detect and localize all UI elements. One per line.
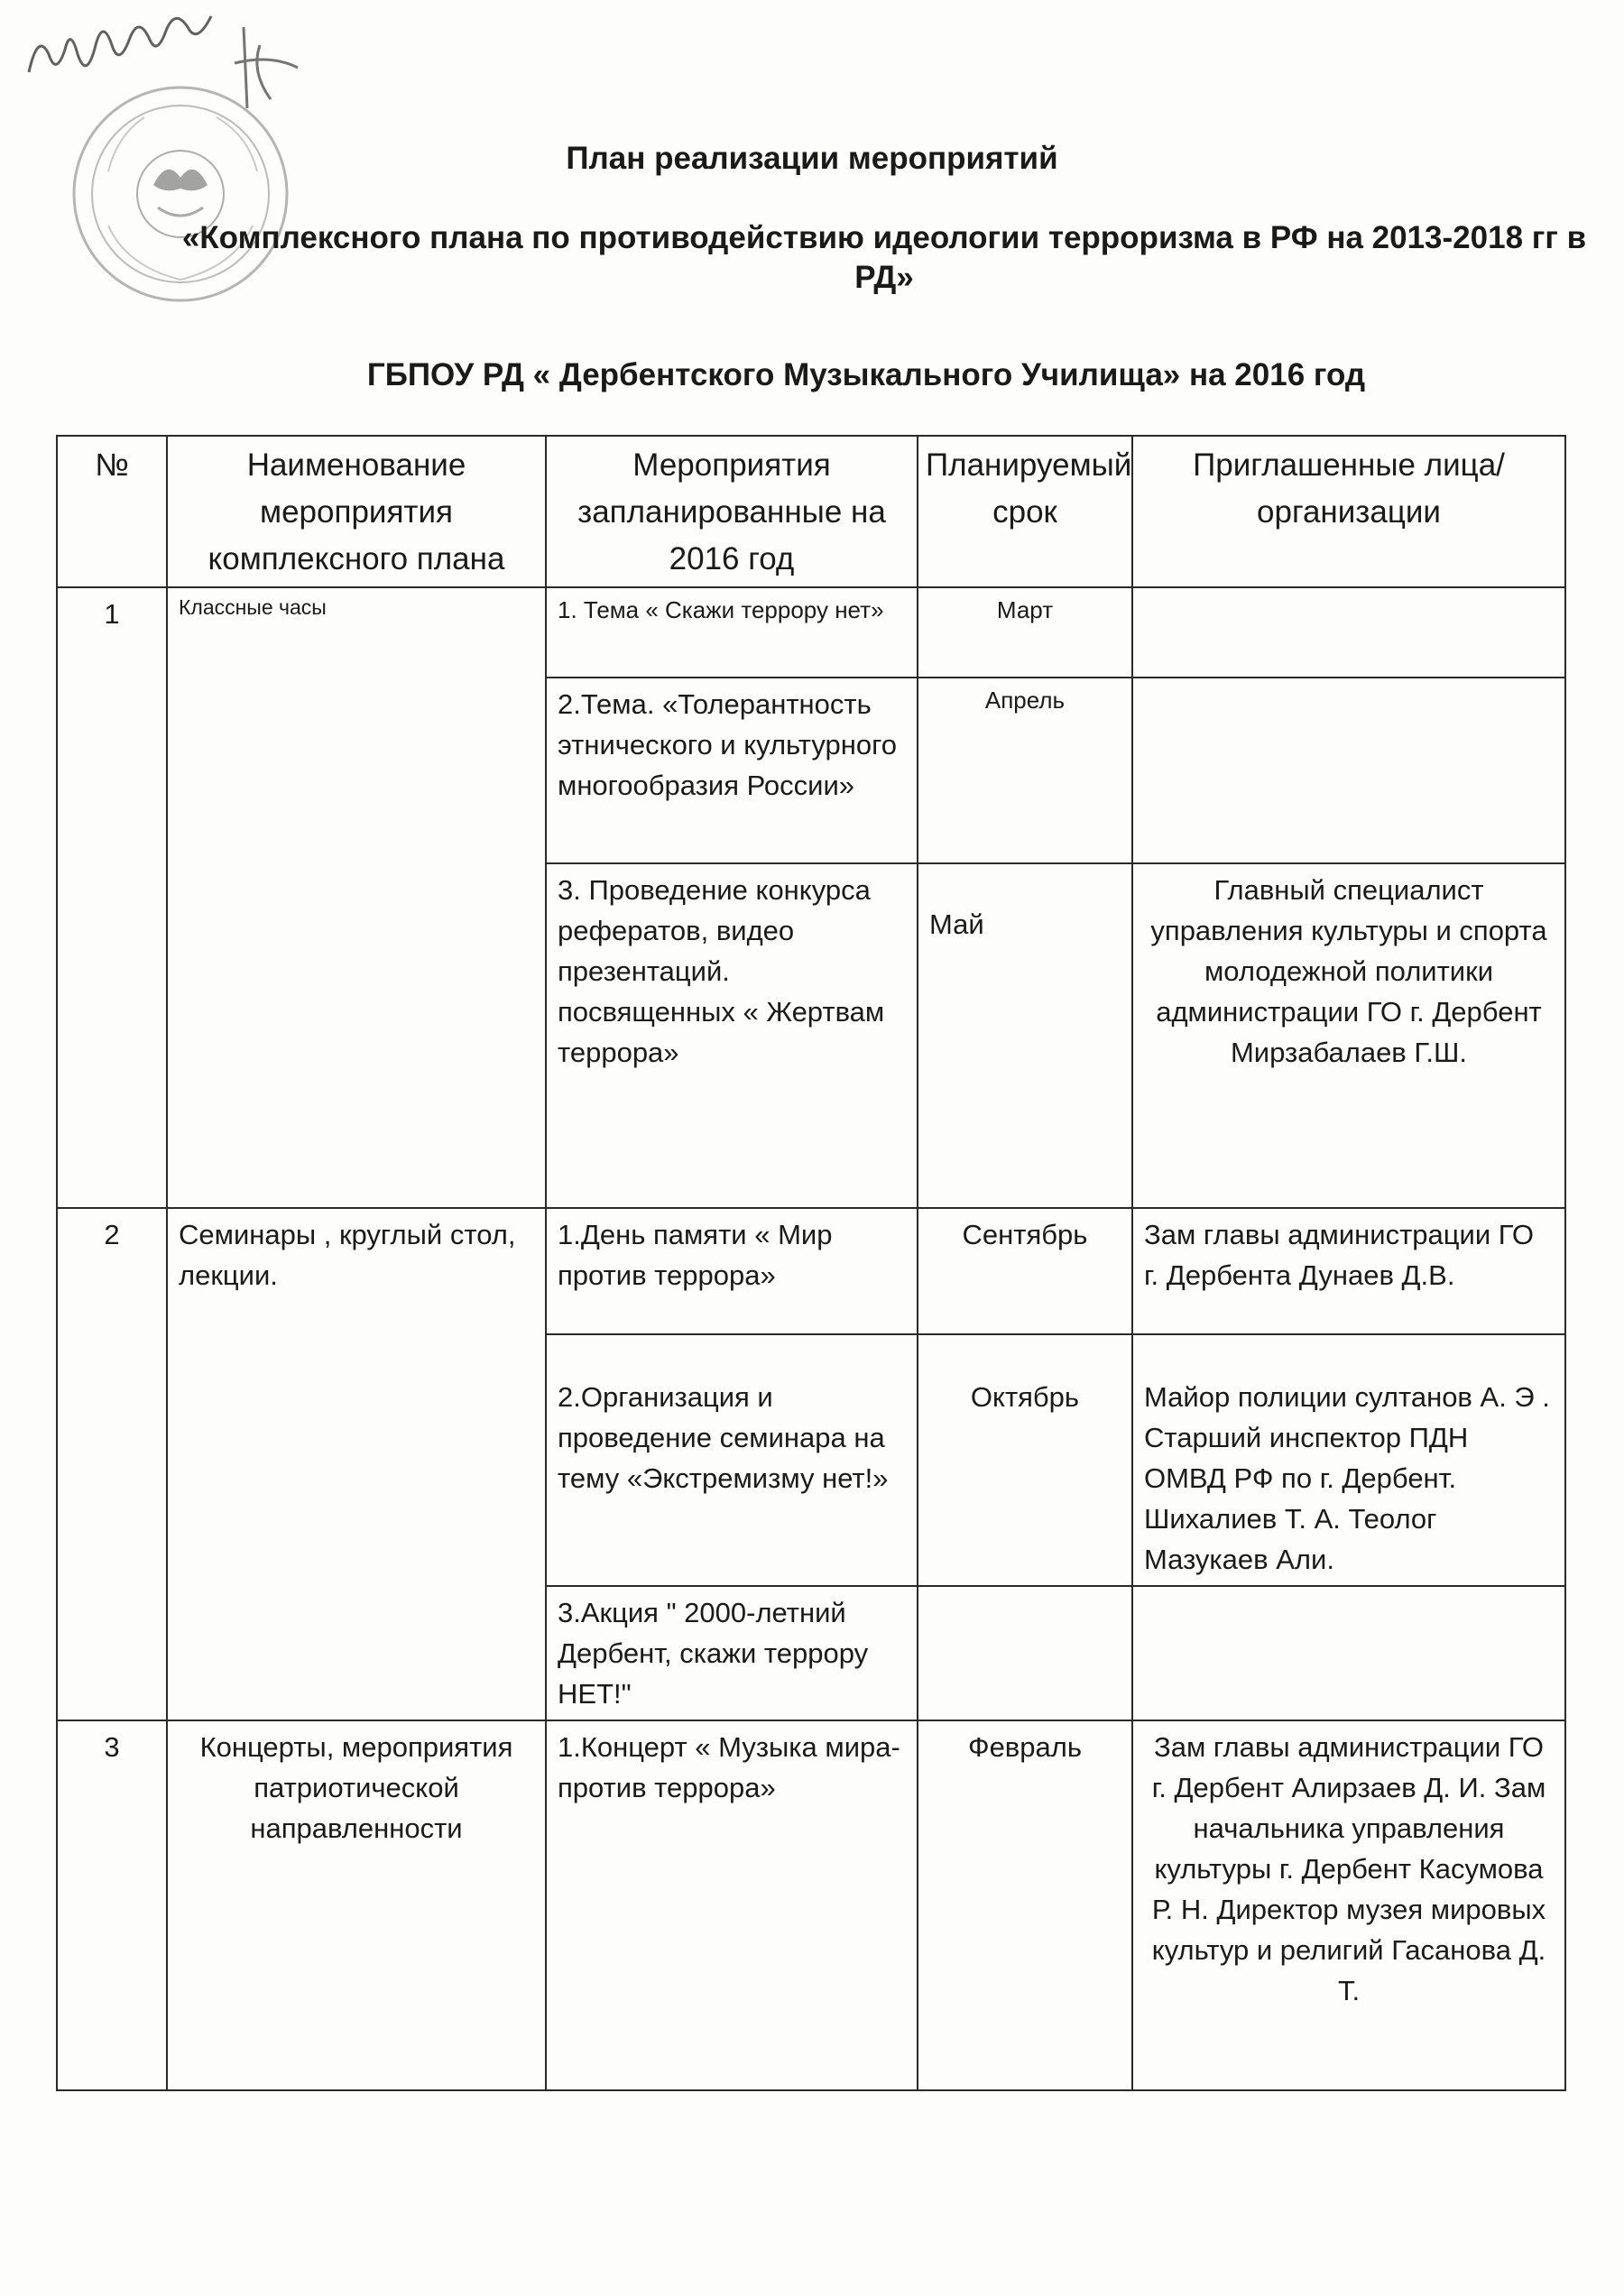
header-name: Наименование мероприятия комплексного плана — [167, 436, 546, 587]
row-plan-item: Семинары , круглый стол, лекции. — [167, 1208, 546, 1720]
row-event: 3. Проведение конкурса рефератов, видео презентаций. посвященных « Жертвам террора» — [546, 863, 918, 1208]
document-subtitle: «Комплексного плана по противодействию идеологии терроризма в РФ на 2013-2018 гг в РД» — [181, 220, 1587, 295]
signature — [18, 9, 307, 117]
row-term: Октябрь — [918, 1334, 1132, 1586]
row-term: Февраль — [918, 1720, 1132, 2090]
institution-title: ГБПОУ РД « Дербентского Музыкального Училища» на 2016 год — [366, 357, 1366, 392]
table-row — [57, 1208, 1565, 1334]
row-event: 1. Тема « Скажи террору нет» — [546, 587, 918, 678]
row-orgs — [1132, 1586, 1565, 1720]
row-num: 2 — [57, 1208, 167, 1720]
row-term: Март — [918, 587, 1132, 678]
row-event: 1.День памяти « Мир против террора» — [546, 1208, 918, 1334]
header-num: № — [57, 436, 167, 587]
row-term: Апрель — [918, 678, 1132, 863]
table-row — [57, 587, 1565, 678]
document-title: План реализации мероприятий — [566, 141, 1058, 176]
header-orgs: Приглашенные лица/организации — [1132, 436, 1565, 587]
row-term: Сентябрь — [918, 1208, 1132, 1334]
row-num: 1 — [57, 587, 167, 1208]
row-term: Май — [918, 863, 1132, 1208]
row-orgs: Главный специалист управления культуры и спорта молодежной политики администрации ГО г. Дербент Мирзабалаев Г.Ш. — [1132, 863, 1565, 1208]
row-event: 2.Тема. «Толерантность этнического и культурного многообразия России» — [546, 678, 918, 863]
row-plan-item: Концерты, мероприятия патриотической направленности — [167, 1720, 546, 2090]
row-plan-item: Классные часы — [167, 587, 546, 1208]
row-orgs: Зам главы администрации ГО г. Дербента Дунаев Д.В. — [1132, 1208, 1565, 1334]
header-term: Планируемый срок — [918, 436, 1132, 587]
header-events: Мероприятия запланированные на 2016 год — [546, 436, 918, 587]
row-event: 2.Организация и проведение семинара на тему «Экстремизму нет!» — [546, 1334, 918, 1586]
row-num: 3 — [57, 1720, 167, 2090]
row-orgs — [1132, 678, 1565, 863]
row-orgs — [1132, 587, 1565, 678]
table-row — [57, 1720, 1565, 2090]
events-plan-table — [56, 435, 1566, 2091]
row-orgs: Зам главы администрации ГО г. Дербент Алирзаев Д. И. Зам начальника управления культуры г. Дербент Касумова Р. Н. Директор музея мировых культур и религий Гасанова Д. Т. — [1132, 1720, 1565, 2090]
table-header-row — [57, 436, 1565, 587]
row-orgs: Майор полиции султанов А. Э . Старший инспектор ПДН ОМВД РФ по г. Дербент. Шихалиев Т. А. Теолог Мазукаев Али. — [1132, 1334, 1565, 1586]
row-event: 3.Акция " 2000-летний Дербент, скажи террору НЕТ!" — [546, 1586, 918, 1720]
row-event: 1.Концерт « Музыка мира- против террора» — [546, 1720, 918, 2090]
row-term — [918, 1586, 1132, 1720]
